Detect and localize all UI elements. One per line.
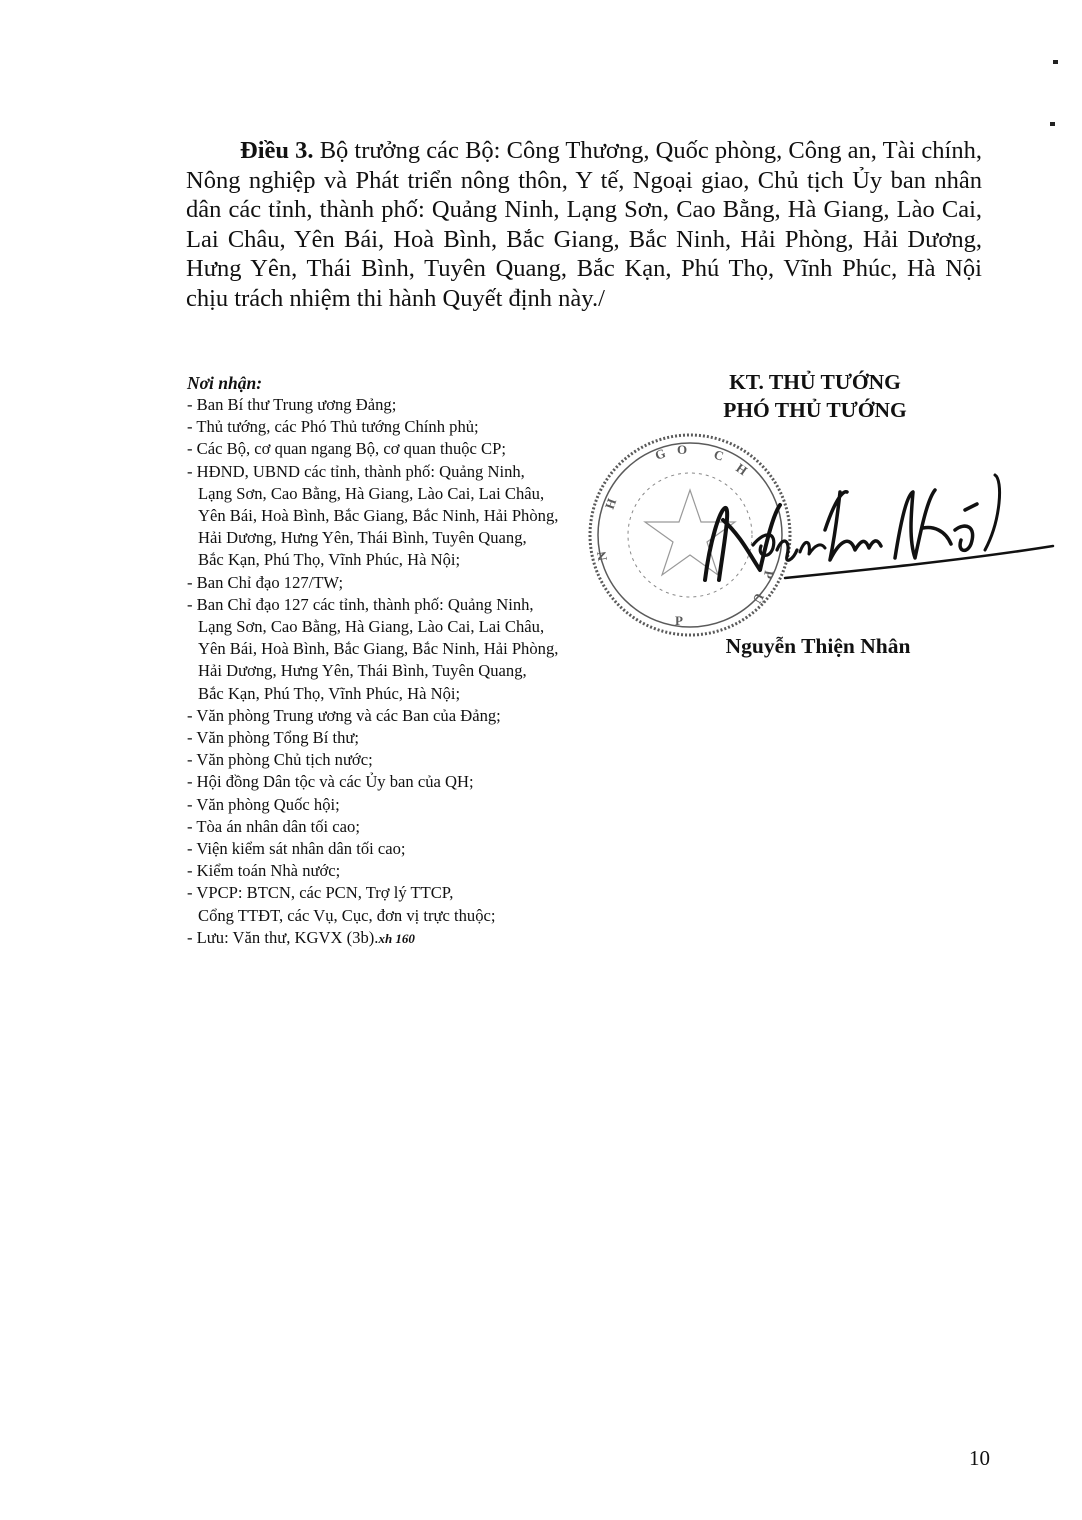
recipient-line-continued: Hải Dương, Hưng Yên, Thái Bình, Tuyên Quang, [198,528,527,548]
handwritten-signature [665,460,1055,610]
scan-mark-1 [1053,60,1058,64]
recipient-line: - VPCP: BTCN, các PCN, Trợ lý TTCP, [187,883,454,903]
recipient-line: - Tòa án nhân dân tối cao; [187,816,360,836]
recipient-item [187,394,657,416]
recipient-item [187,705,657,727]
svg-text:N: N [593,550,610,563]
recipient-item [187,771,657,793]
recipient-line: - Văn phòng Quốc hội; [187,794,340,814]
recipient-line-continued: Bắc Kạn, Phú Thọ, Vĩnh Phúc, Hà Nội; [198,550,461,570]
svg-text:H: H [601,496,620,512]
svg-text:O: O [677,442,688,457]
recipient-item [187,860,657,882]
recipient-item [187,794,657,816]
recipient-line-continued: Yên Bái, Hoà Bình, Bắc Giang, Bắc Ninh, Hải Phòng, [198,639,559,659]
signature-title-line1: KT. THỦ TƯỚNG [729,370,901,394]
recipient-item [187,816,657,838]
recipient-line-continued: Lạng Sơn, Cao Bằng, Hà Giang, Lào Cai, Lai Châu, [198,617,545,637]
signature-title-line2: PHÓ THỦ TƯỚNG [723,398,907,422]
article-3 [186,136,982,313]
recipient-line: - Ban Chỉ đạo 127/TW; [187,572,344,592]
archive-code: xh 160 [378,930,415,946]
signature-title [695,368,935,424]
recipient-line: - HĐND, UBND các tỉnh, thành phố: Quảng Ninh, [187,461,525,481]
recipient-line: - Viện kiểm sát nhân dân tối cao; [187,839,406,859]
recipient-line: - Thủ tướng, các Phó Thủ tướng Chính phủ; [187,417,479,437]
recipient-line-continued: Cổng TTĐT, các Vụ, Cục, đơn vị trực thuộc; [198,905,496,925]
page-number: 10 [969,1446,990,1470]
recipient-line: - Văn phòng Tổng Bí thư; [187,728,360,748]
recipient-line: - Ban Chỉ đạo 127 các tỉnh, thành phố: Quảng Ninh, [187,594,534,614]
article-body: Bộ trưởng các Bộ: Công Thương, Quốc phòng, Công an, Tài chính, Nông nghiệp và Phát triển nông thôn, Y tế, Ngoại giao, Chủ tịch Ủy ban nhân dân các tỉnh, thành phố: Quảng Ninh, Lạng Sơn, Cao Bằng, Hà Giang, Lào Cai, Lai Châu, Yên Bái, Hoà Bình, Bắc Giang, Bắc Ninh, Hải Phòng, Hải Dương, Hưng Yên, Thái Bình, Tuyên Quang, Bắc Kạn, Phú Thọ, Vĩnh Phúc, Hà Nội chịu trách nhiệm thi hành Quyết định này./ [186,137,982,312]
svg-text:G: G [652,445,668,463]
recipient-item [187,882,657,926]
recipient-line: - Văn phòng Chủ tịch nước; [187,750,373,770]
archive-text: - Lưu: Văn thư, KGVX (3b). [187,927,379,947]
article-label: Điều 3. [240,137,314,164]
scan-mark-2 [1050,122,1055,126]
recipient-item [187,727,657,749]
svg-text:Ủ: Ủ [749,590,768,607]
recipient-line: - Các Bộ, cơ quan ngang Bộ, cơ quan thuộc CP; [187,439,506,459]
signer-name: Nguyễn Thiện Nhân [725,634,911,658]
recipient-line-continued: Yên Bái, Hoà Bình, Bắc Giang, Bắc Ninh, Hải Phòng, [198,506,559,526]
recipient-line-continued: Bắc Kạn, Phú Thọ, Vĩnh Phúc, Hà Nội; [198,683,461,703]
recipient-item [187,749,657,771]
recipient-item [187,838,657,860]
archive-line [187,927,657,950]
svg-text:P: P [675,613,683,628]
svg-text:H: H [733,460,751,479]
svg-text:C: C [712,446,726,464]
svg-text:P: P [760,569,777,580]
recipient-line-continued: Lạng Sơn, Cao Bằng, Hà Giang, Lào Cai, Lai Châu, [198,483,545,503]
recipients-heading: Nơi nhận: [187,373,263,393]
recipient-line: - Hội đồng Dân tộc và các Ủy ban của QH; [187,772,474,792]
recipient-line: - Ban Bí thư Trung ương Đảng; [187,395,397,414]
recipient-line: - Kiểm toán Nhà nước; [187,861,341,881]
recipient-line-continued: Hải Dương, Hưng Yên, Thái Bình, Tuyên Quang, [198,661,527,681]
recipient-line: - Văn phòng Trung ương và các Ban của Đảng; [187,705,501,725]
